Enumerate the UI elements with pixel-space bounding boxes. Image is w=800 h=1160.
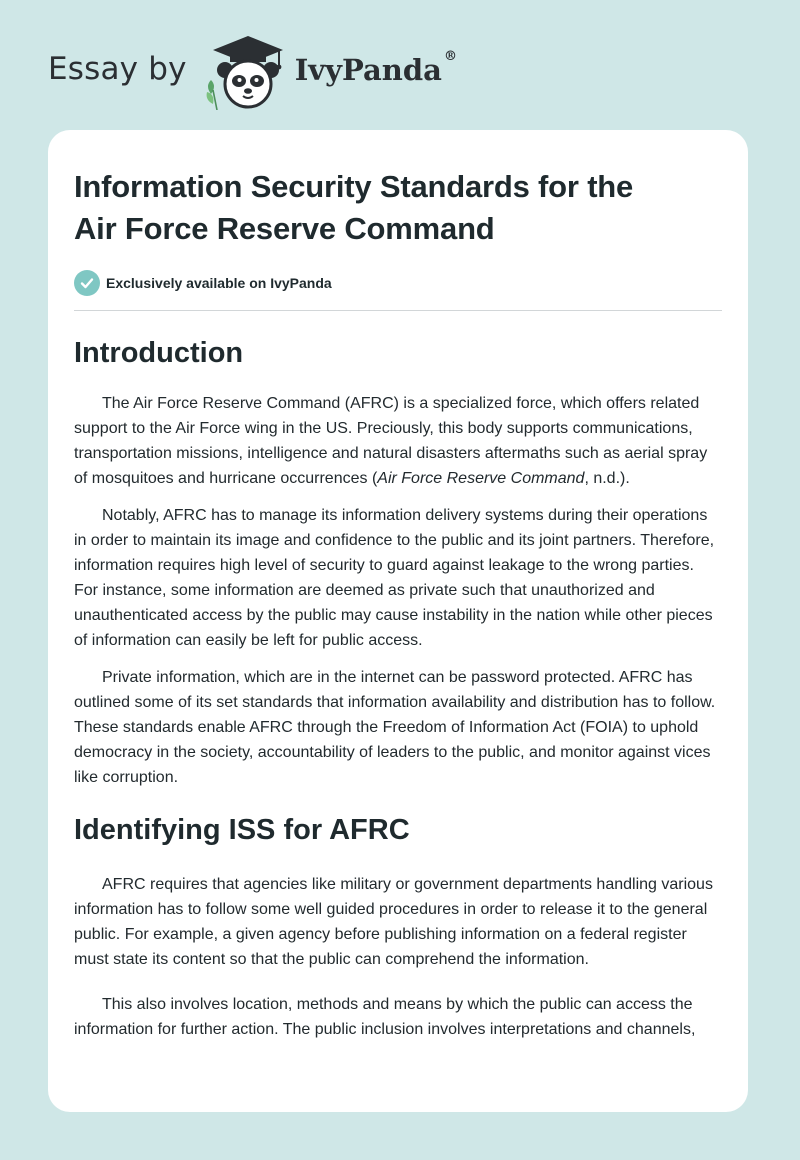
panda-logo-icon[interactable] xyxy=(203,34,293,110)
citation: Air Force Reserve Command xyxy=(377,470,585,487)
brand-name[interactable]: IvyPanda ® xyxy=(294,49,457,87)
paragraph: Private information, which are in the internet can be password protected. AFRC has outlined some of its set standards that information availability and distribution has to follow. These standards enable AFRC through the Freedom of Information Act (FOIA) to uphold democracy in the society, accountability of leaders to the public, and monitor against vices like corruption. xyxy=(74,669,716,786)
section-identifying-iss xyxy=(74,812,722,1042)
divider xyxy=(74,310,722,311)
brand-prefix: Essay by xyxy=(48,51,187,87)
paragraph: AFRC requires that agencies like military or government departments handling various information has to follow some well guided procedures in order to release it to the general public. For example, a given agency before publishing information on a federal register must state its content so that the public can comprehend the information. xyxy=(74,876,713,968)
article-card xyxy=(48,130,748,1112)
section-heading: Introduction xyxy=(74,337,244,369)
site-header xyxy=(48,34,457,110)
check-circle-icon xyxy=(74,270,100,296)
paragraph: This also involves location, methods and means by which the public can access the information for further action. The public inclusion involves interpretations and channels, xyxy=(74,996,696,1038)
exclusive-badge xyxy=(74,269,722,297)
paragraph: Notably, AFRC has to manage its information delivery systems during their operations in order to maintain its image and confidence to the public and its joint partners. Therefore, information requires high level of security to guard against leakage to the wrong parties. For instance, some information are deemed as private such that unauthorized and unauthenticated access by the public may cause instability in the nation while other pieces of information can easily be left for public access. xyxy=(74,507,715,649)
paragraph: The Air Force Reserve Command (AFRC) is a specialized force, which offers related support to the Air Force wing in the US. Preciously, this body supports communications, transportation missions, intelligence and natural disasters aftermaths such as aerial spray of mosquitoes and hurricane occurrences (Air Force Reserve Command, n.d.). xyxy=(74,395,708,487)
article-title xyxy=(74,166,722,250)
title-line-1: Information Security Standards for the xyxy=(74,169,634,204)
exclusive-label: Exclusively available on IvyPanda xyxy=(106,275,332,291)
registered-mark: ® xyxy=(443,49,457,64)
section-introduction xyxy=(74,335,722,790)
section-heading: Identifying ISS for AFRC xyxy=(74,814,410,846)
title-line-2: Air Force Reserve Command xyxy=(74,211,495,246)
